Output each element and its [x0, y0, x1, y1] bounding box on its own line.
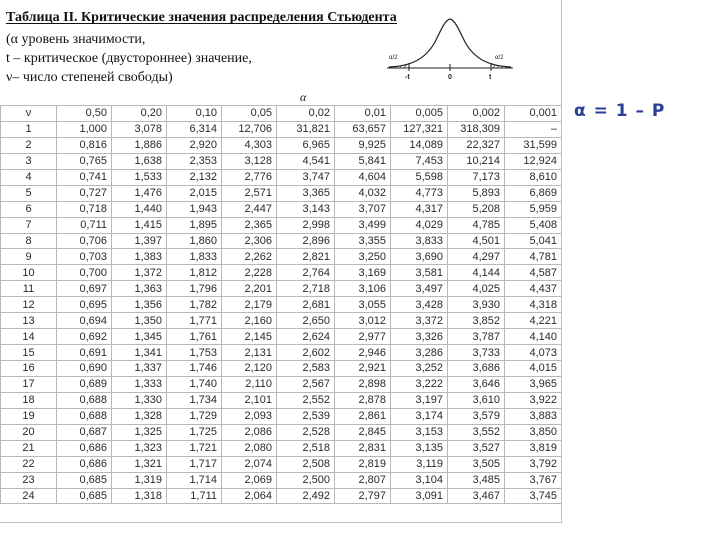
- critical-value-cell: 2,583: [277, 361, 335, 377]
- critical-value-cell: 1,323: [112, 440, 167, 456]
- critical-value-cell: 0,741: [57, 169, 112, 185]
- critical-value-cell: 4,015: [505, 361, 562, 377]
- critical-value-cell: 2,807: [335, 472, 391, 488]
- critical-value-cell: 2,878: [335, 392, 391, 408]
- critical-value-cell: 0,695: [57, 297, 112, 313]
- critical-value-cell: 4,437: [505, 281, 562, 297]
- table-body: [1, 121, 562, 504]
- critical-value-cell: 2,086: [222, 424, 277, 440]
- table-row: [1, 281, 562, 297]
- critical-value-cell: 3,119: [391, 456, 448, 472]
- critical-value-cell: 1,341: [112, 345, 167, 361]
- nu-cell: 16: [1, 361, 57, 377]
- critical-value-cell: 3,686: [448, 361, 505, 377]
- critical-value-cell: 127,321: [391, 121, 448, 137]
- table-row: [1, 424, 562, 440]
- critical-value-cell: 4,303: [222, 137, 277, 153]
- critical-value-cell: 3,747: [277, 169, 335, 185]
- right-tick-label: t: [489, 74, 492, 81]
- critical-value-cell: 0,765: [57, 153, 112, 169]
- critical-value-cell: 1,345: [112, 329, 167, 345]
- critical-value-cell: 0,697: [57, 281, 112, 297]
- critical-value-cell: 5,041: [505, 233, 562, 249]
- critical-value-cell: 3,852: [448, 313, 505, 329]
- critical-value-cell: 3,610: [448, 392, 505, 408]
- critical-value-cell: 2,528: [277, 424, 335, 440]
- critical-value-cell: 3,055: [335, 297, 391, 313]
- critical-value-cell: 0,706: [57, 233, 112, 249]
- alpha-value-header: 0,02: [277, 106, 335, 122]
- critical-value-cell: 3,579: [448, 408, 505, 424]
- critical-value-cell: 1,440: [112, 201, 167, 217]
- critical-value-cell: 4,221: [505, 313, 562, 329]
- critical-value-cell: 2,353: [167, 153, 222, 169]
- right-area-label: α/2: [495, 55, 504, 61]
- table-title: Таблица II. Критические значения распределения Стьюдента: [6, 10, 397, 25]
- critical-value-cell: 0,718: [57, 201, 112, 217]
- critical-value-cell: 10,214: [448, 153, 505, 169]
- table-row: [1, 440, 562, 456]
- critical-value-cell: 1,383: [112, 249, 167, 265]
- critical-value-cell: 2,064: [222, 488, 277, 504]
- critical-value-cell: 2,201: [222, 281, 277, 297]
- critical-value-cell: 2,764: [277, 265, 335, 281]
- critical-value-cell: 0,703: [57, 249, 112, 265]
- critical-value-cell: 1,740: [167, 376, 222, 392]
- critical-value-cell: 5,893: [448, 185, 505, 201]
- critical-value-cell: 2,179: [222, 297, 277, 313]
- critical-value-cell: 0,690: [57, 361, 112, 377]
- critical-value-cell: 2,145: [222, 329, 277, 345]
- critical-value-cell: 2,998: [277, 217, 335, 233]
- nu-cell: 4: [1, 169, 57, 185]
- critical-value-cell: 318,309: [448, 121, 505, 137]
- critical-value-cell: 2,977: [335, 329, 391, 345]
- critical-value-cell: 3,922: [505, 392, 562, 408]
- nu-cell: 15: [1, 345, 57, 361]
- alpha-value-header: 0,001: [505, 106, 562, 122]
- critical-value-cell: 1,372: [112, 265, 167, 281]
- critical-value-cell: 2,831: [335, 440, 391, 456]
- nu-cell: 5: [1, 185, 57, 201]
- critical-value-cell: 2,093: [222, 408, 277, 424]
- critical-value-cell: 0,687: [57, 424, 112, 440]
- critical-value-cell: 3,250: [335, 249, 391, 265]
- critical-value-cell: 3,792: [505, 456, 562, 472]
- legend-nu-line: ν– число степеней свободы): [6, 70, 173, 85]
- critical-value-cell: 4,773: [391, 185, 448, 201]
- critical-value-cell: 4,297: [448, 249, 505, 265]
- critical-value-cell: 2,861: [335, 408, 391, 424]
- critical-value-cell: 1,734: [167, 392, 222, 408]
- density-curve: [389, 19, 511, 67]
- critical-value-cell: 3,222: [391, 376, 448, 392]
- critical-value-cell: 3,467: [448, 488, 505, 504]
- critical-value-cell: 6,965: [277, 137, 335, 153]
- critical-value-cell: 1,319: [112, 472, 167, 488]
- critical-value-cell: 0,727: [57, 185, 112, 201]
- critical-value-cell: 3,286: [391, 345, 448, 361]
- critical-value-cell: 1,363: [112, 281, 167, 297]
- critical-value-cell: 1,729: [167, 408, 222, 424]
- critical-value-cell: 4,604: [335, 169, 391, 185]
- critical-value-cell: 2,567: [277, 376, 335, 392]
- critical-value-cell: 3,169: [335, 265, 391, 281]
- nu-cell: 11: [1, 281, 57, 297]
- critical-value-cell: 0,691: [57, 345, 112, 361]
- critical-value-cell: 5,959: [505, 201, 562, 217]
- critical-value-cell: 2,821: [277, 249, 335, 265]
- critical-value-cell: 2,797: [335, 488, 391, 504]
- critical-value-cell: 2,306: [222, 233, 277, 249]
- critical-value-cell: 5,208: [448, 201, 505, 217]
- critical-value-cell: 1,943: [167, 201, 222, 217]
- table-row: [1, 185, 562, 201]
- critical-value-cell: 5,598: [391, 169, 448, 185]
- table-row: [1, 137, 562, 153]
- critical-value-cell: 6,869: [505, 185, 562, 201]
- critical-value-cell: 4,541: [277, 153, 335, 169]
- critical-value-cell: 4,140: [505, 329, 562, 345]
- critical-value-cell: 12,924: [505, 153, 562, 169]
- critical-value-cell: 0,685: [57, 488, 112, 504]
- critical-value-cell: 3,135: [391, 440, 448, 456]
- critical-value-cell: 12,706: [222, 121, 277, 137]
- critical-value-cell: 1,714: [167, 472, 222, 488]
- alpha-value-header: 0,10: [167, 106, 222, 122]
- critical-value-cell: 1,833: [167, 249, 222, 265]
- t-distribution-curve-icon: [385, 14, 515, 86]
- critical-value-cell: 0,694: [57, 313, 112, 329]
- critical-value-cell: 2,015: [167, 185, 222, 201]
- critical-value-cell: 2,132: [167, 169, 222, 185]
- left-area-label: α/2: [389, 55, 398, 61]
- critical-value-cell: 3,581: [391, 265, 448, 281]
- critical-value-cell: 4,501: [448, 233, 505, 249]
- critical-value-cell: 3,485: [448, 472, 505, 488]
- critical-value-cell: 31,599: [505, 137, 562, 153]
- critical-value-cell: 14,089: [391, 137, 448, 153]
- critical-value-cell: 2,898: [335, 376, 391, 392]
- critical-value-cell: 2,110: [222, 376, 277, 392]
- critical-value-cell: 2,069: [222, 472, 277, 488]
- critical-value-cell: 2,101: [222, 392, 277, 408]
- table-row: [1, 488, 562, 504]
- critical-value-cell: 1,886: [112, 137, 167, 153]
- nu-cell: 6: [1, 201, 57, 217]
- critical-value-cell: 0,688: [57, 408, 112, 424]
- critical-value-cell: 0,685: [57, 472, 112, 488]
- table-row: [1, 345, 562, 361]
- critical-value-cell: 2,228: [222, 265, 277, 281]
- nu-cell: 19: [1, 408, 57, 424]
- critical-value-cell: 3,707: [335, 201, 391, 217]
- critical-value-cell: 2,074: [222, 456, 277, 472]
- critical-value-cell: 3,497: [391, 281, 448, 297]
- critical-value-cell: 7,173: [448, 169, 505, 185]
- critical-value-cell: 3,505: [448, 456, 505, 472]
- critical-value-cell: 3,965: [505, 376, 562, 392]
- critical-value-cell: 2,681: [277, 297, 335, 313]
- critical-value-cell: 3,883: [505, 408, 562, 424]
- nu-cell: 12: [1, 297, 57, 313]
- critical-value-cell: 3,326: [391, 329, 448, 345]
- critical-value-cell: 3,833: [391, 233, 448, 249]
- nu-cell: 13: [1, 313, 57, 329]
- critical-value-cell: 2,845: [335, 424, 391, 440]
- critical-value-cell: 0,700: [57, 265, 112, 281]
- critical-value-cell: 2,921: [335, 361, 391, 377]
- critical-value-cell: 4,025: [448, 281, 505, 297]
- critical-value-cell: 3,499: [335, 217, 391, 233]
- critical-value-cell: 3,646: [448, 376, 505, 392]
- critical-value-cell: 1,721: [167, 440, 222, 456]
- critical-value-cell: 1,761: [167, 329, 222, 345]
- nu-cell: 7: [1, 217, 57, 233]
- nu-cell: 24: [1, 488, 57, 504]
- nu-cell: 1: [1, 121, 57, 137]
- critical-value-cell: 3,527: [448, 440, 505, 456]
- critical-value-cell: 2,920: [167, 137, 222, 153]
- critical-value-cell: 3,174: [391, 408, 448, 424]
- critical-value-cell: 1,356: [112, 297, 167, 313]
- nu-cell: 14: [1, 329, 57, 345]
- critical-value-cell: 2,650: [277, 313, 335, 329]
- critical-value-cell: 5,841: [335, 153, 391, 169]
- table-row: [1, 121, 562, 137]
- nu-cell: 8: [1, 233, 57, 249]
- critical-value-cell: 3,733: [448, 345, 505, 361]
- nu-cell: 18: [1, 392, 57, 408]
- critical-value-cell: 3,104: [391, 472, 448, 488]
- critical-value-cell: 3,745: [505, 488, 562, 504]
- table-row: [1, 233, 562, 249]
- critical-value-cell: 1,415: [112, 217, 167, 233]
- critical-value-cell: 2,131: [222, 345, 277, 361]
- nu-cell: 20: [1, 424, 57, 440]
- critical-value-cell: 0,816: [57, 137, 112, 153]
- alpha-value-header: 0,002: [448, 106, 505, 122]
- table-row: [1, 265, 562, 281]
- alpha-values-row: [1, 106, 562, 122]
- critical-value-cell: 1,895: [167, 217, 222, 233]
- legend-t-line: t – критическое (двустороннее) значение,: [6, 51, 252, 66]
- critical-value-cell: 1,000: [57, 121, 112, 137]
- critical-value-cell: 1,325: [112, 424, 167, 440]
- critical-value-cell: 4,318: [505, 297, 562, 313]
- center-tick-label: 0: [448, 74, 452, 81]
- alpha-value-header: 0,05: [222, 106, 277, 122]
- alpha-value-header: 0,005: [391, 106, 448, 122]
- critical-value-cell: 2,718: [277, 281, 335, 297]
- critical-value-cell: 1,328: [112, 408, 167, 424]
- critical-value-cell: 1,333: [112, 376, 167, 392]
- critical-value-cell: 2,365: [222, 217, 277, 233]
- critical-value-cell: 2,120: [222, 361, 277, 377]
- critical-value-cell: 4,029: [391, 217, 448, 233]
- table-row: [1, 153, 562, 169]
- critical-value-cell: 0,686: [57, 456, 112, 472]
- critical-value-cell: 1,860: [167, 233, 222, 249]
- critical-value-cell: 3,355: [335, 233, 391, 249]
- table-row: [1, 201, 562, 217]
- critical-value-cell: 2,447: [222, 201, 277, 217]
- critical-value-cell: 3,930: [448, 297, 505, 313]
- critical-value-cell: 1,796: [167, 281, 222, 297]
- critical-value-cell: 0,711: [57, 217, 112, 233]
- table-row: [1, 361, 562, 377]
- critical-value-cell: 4,781: [505, 249, 562, 265]
- critical-value-cell: 2,819: [335, 456, 391, 472]
- critical-value-cell: 2,776: [222, 169, 277, 185]
- critical-value-cell: 3,153: [391, 424, 448, 440]
- nu-cell: 23: [1, 472, 57, 488]
- critical-value-cell: 2,552: [277, 392, 335, 408]
- table-row: [1, 408, 562, 424]
- table-row: [1, 472, 562, 488]
- critical-value-cell: 4,144: [448, 265, 505, 281]
- critical-value-cell: 1,753: [167, 345, 222, 361]
- table-row: [1, 456, 562, 472]
- critical-value-cell: 3,819: [505, 440, 562, 456]
- critical-value-cell: 4,073: [505, 345, 562, 361]
- nu-cell: 3: [1, 153, 57, 169]
- left-tick-label: -t: [405, 74, 410, 81]
- critical-value-cell: 4,785: [448, 217, 505, 233]
- critical-value-cell: 3,428: [391, 297, 448, 313]
- critical-value-cell: 2,624: [277, 329, 335, 345]
- critical-value-cell: 2,602: [277, 345, 335, 361]
- critical-value-cell: 3,078: [112, 121, 167, 137]
- nu-cell: 9: [1, 249, 57, 265]
- critical-value-cell: 1,638: [112, 153, 167, 169]
- critical-value-cell: 3,106: [335, 281, 391, 297]
- critical-value-cell: 1,321: [112, 456, 167, 472]
- critical-value-cell: 3,128: [222, 153, 277, 169]
- critical-value-cell: 1,397: [112, 233, 167, 249]
- table-row: [1, 249, 562, 265]
- critical-value-cell: 2,500: [277, 472, 335, 488]
- table-row: [1, 392, 562, 408]
- alpha-value-header: 0,01: [335, 106, 391, 122]
- critical-value-cell: 2,492: [277, 488, 335, 504]
- table-row: [1, 376, 562, 392]
- critical-value-cell: 3,767: [505, 472, 562, 488]
- critical-value-cell: 1,746: [167, 361, 222, 377]
- critical-value-cell: 0,686: [57, 440, 112, 456]
- alpha-column-header: α: [300, 90, 307, 104]
- nu-cell: 17: [1, 376, 57, 392]
- critical-value-cell: 3,365: [277, 185, 335, 201]
- alpha-value-header: 0,50: [57, 106, 112, 122]
- critical-values-table: [0, 105, 562, 504]
- nu-cell: 22: [1, 456, 57, 472]
- nu-cell: 2: [1, 137, 57, 153]
- critical-value-cell: 2,896: [277, 233, 335, 249]
- critical-value-cell: 5,408: [505, 217, 562, 233]
- critical-value-cell: 3,552: [448, 424, 505, 440]
- critical-value-cell: 1,812: [167, 265, 222, 281]
- critical-value-cell: 6,314: [167, 121, 222, 137]
- critical-value-cell: 0,692: [57, 329, 112, 345]
- critical-value-cell: 2,946: [335, 345, 391, 361]
- critical-value-cell: 2,518: [277, 440, 335, 456]
- critical-value-cell: 8,610: [505, 169, 562, 185]
- critical-value-cell: 2,571: [222, 185, 277, 201]
- table-row: [1, 313, 562, 329]
- critical-value-cell: 1,337: [112, 361, 167, 377]
- critical-value-cell: 1,476: [112, 185, 167, 201]
- critical-value-cell: 22,327: [448, 137, 505, 153]
- alpha-formula: α = 1 – P: [574, 101, 666, 121]
- critical-value-cell: 3,012: [335, 313, 391, 329]
- critical-value-cell: 2,262: [222, 249, 277, 265]
- critical-value-cell: 3,372: [391, 313, 448, 329]
- critical-value-cell: 4,032: [335, 185, 391, 201]
- critical-value-cell: 1,318: [112, 488, 167, 504]
- table-row: [1, 297, 562, 313]
- critical-value-cell: 1,782: [167, 297, 222, 313]
- critical-value-cell: 3,690: [391, 249, 448, 265]
- critical-value-cell: 63,657: [335, 121, 391, 137]
- critical-value-cell: 7,453: [391, 153, 448, 169]
- critical-value-cell: 4,587: [505, 265, 562, 281]
- critical-value-cell: 2,160: [222, 313, 277, 329]
- critical-value-cell: 4,317: [391, 201, 448, 217]
- nu-cell: 21: [1, 440, 57, 456]
- critical-value-cell: 9,925: [335, 137, 391, 153]
- critical-value-cell: 3,787: [448, 329, 505, 345]
- critical-value-cell: –: [505, 121, 562, 137]
- alpha-value-header: 0,20: [112, 106, 167, 122]
- critical-value-cell: 1,725: [167, 424, 222, 440]
- critical-value-cell: 1,533: [112, 169, 167, 185]
- table-row: [1, 169, 562, 185]
- critical-value-cell: 2,508: [277, 456, 335, 472]
- legend-alpha-line: (α уровень значимости,: [6, 32, 146, 47]
- critical-value-cell: 1,350: [112, 313, 167, 329]
- critical-value-cell: 0,689: [57, 376, 112, 392]
- critical-value-cell: 3,252: [391, 361, 448, 377]
- critical-value-cell: 3,143: [277, 201, 335, 217]
- critical-value-cell: 31,821: [277, 121, 335, 137]
- critical-value-cell: 1,717: [167, 456, 222, 472]
- critical-value-cell: 1,330: [112, 392, 167, 408]
- critical-value-cell: 3,197: [391, 392, 448, 408]
- critical-value-cell: 3,091: [391, 488, 448, 504]
- critical-value-cell: 2,080: [222, 440, 277, 456]
- critical-value-cell: 1,771: [167, 313, 222, 329]
- table-row: [1, 217, 562, 233]
- critical-value-cell: 0,688: [57, 392, 112, 408]
- critical-value-cell: 2,539: [277, 408, 335, 424]
- critical-value-cell: 3,850: [505, 424, 562, 440]
- table-row: [1, 329, 562, 345]
- nu-header: ν: [1, 106, 57, 122]
- nu-cell: 10: [1, 265, 57, 281]
- critical-value-cell: 1,711: [167, 488, 222, 504]
